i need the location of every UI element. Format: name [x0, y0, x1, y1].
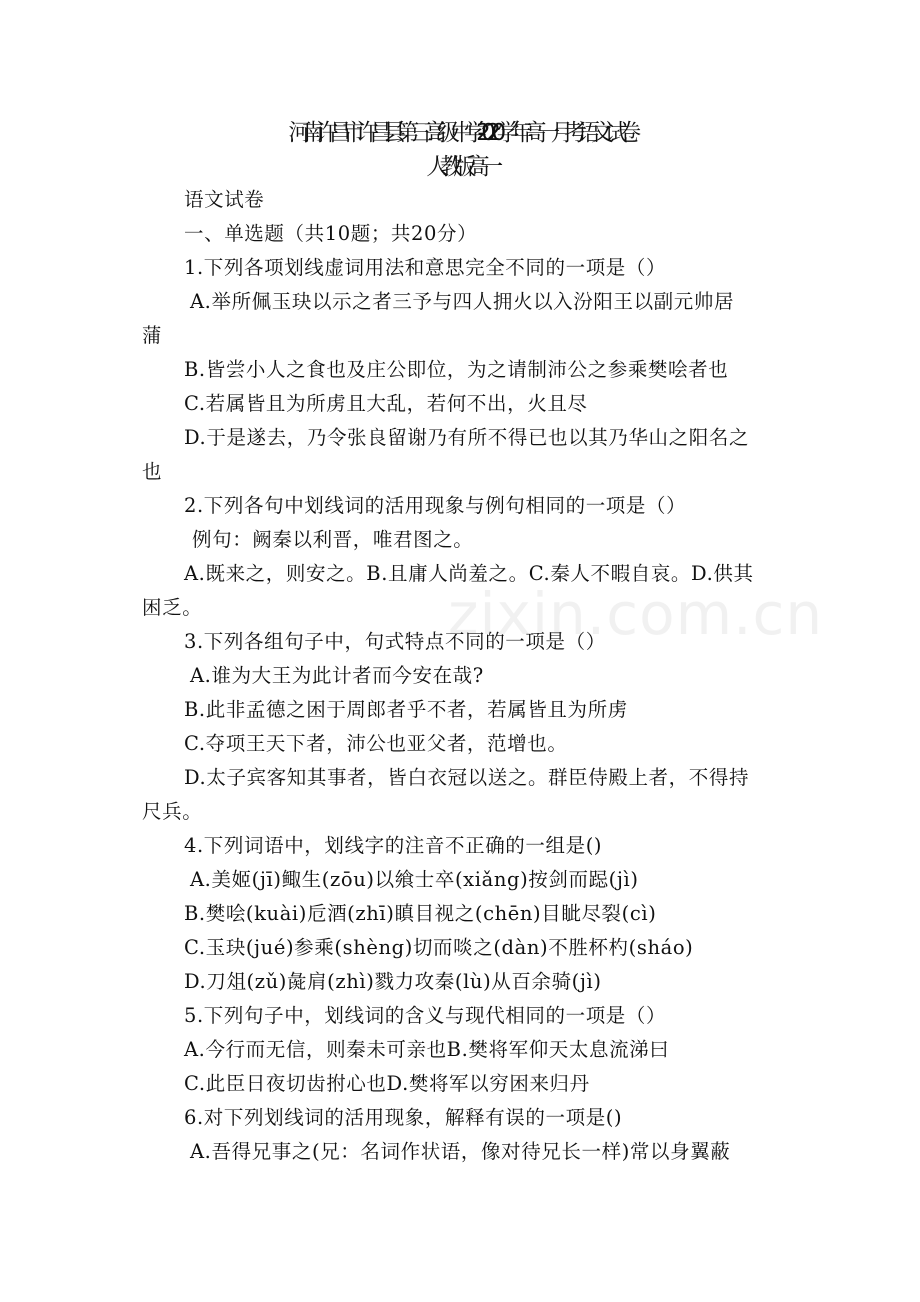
question-6-option-a: A.吾得兄事之(兄：名词作状语，像对待兄长一样)常以身翼蔽: [190, 1140, 731, 1163]
question-5-options-ab: A.今行而无信，则秦未可亲也B.樊将军仰天太息流涕曰: [184, 1038, 670, 1061]
question-1-option-b: B.皆尝小人之食也及庄公即位，为之请制沛公之参乘樊哙者也: [184, 358, 729, 381]
question-6: 6.对下列划线词的活用现象，解释有误的一项是(): [184, 1106, 623, 1129]
question-1-option-c: C.若属皆且为所虏且大乱，若何不出，火且尽: [184, 392, 588, 415]
question-3-option-a: A.谁为大王为此计者而今安在哉?: [190, 664, 484, 687]
question-4-option-b: B.樊哙(kuài)卮酒(zhī)瞋目视之(chēn)目眦尽裂(cì): [184, 902, 657, 925]
question-3-option-d: D.太子宾客知其事者，皆白衣冠以送之。群臣侍殿上者，不得持: [184, 766, 750, 789]
question-2-example: 例句：阙秦以利晋，唯君图之。: [192, 528, 474, 551]
question-2-options-cont: 困乏。: [142, 596, 203, 619]
question-4-option-c: C.玉玦(jué)参乘(shèng)切而啖之(dàn)不胜杯杓(sháo): [184, 936, 694, 959]
question-2: 2.下列各句中划线词的活用现象与例句相同的一项是（）: [184, 494, 687, 517]
text-line: 语文试卷: [184, 188, 265, 211]
question-3-option-d-cont: 尺兵。: [142, 800, 203, 823]
section-heading: 一、单选题（共10题；共20分）: [184, 222, 478, 245]
question-3-option-c: C.夺项王天下者，沛公也亚父者，范增也。: [184, 732, 568, 755]
question-3: 3.下列各组句子中，句式特点不同的一项是（）: [184, 630, 606, 653]
question-5-options-cd: C.此臣日夜切齿拊心也D.樊将军以穷困来归丹: [184, 1072, 590, 1095]
question-3-option-b: B.此非孟德之困于周郎者乎不者，若属皆且为所虏: [184, 698, 628, 721]
question-4-option-d: D.刀俎(zǔ)彘肩(zhì)戮力攻秦(lù)从百余骑(jì): [184, 970, 602, 993]
question-2-options: A.既来之，则安之。B.且庸人尚羞之。C.秦人不暇自哀。D.供其: [184, 562, 754, 585]
question-1: 1.下列各项划线虚词用法和意思完全不同的一项是（）: [184, 256, 667, 279]
watermark: zixin.com.cn: [448, 580, 824, 648]
document-title: 河南许昌市许昌县第三高级中学-2020学年高一月考语文试卷: [288, 120, 632, 146]
question-5: 5.下列句子中，划线词的含义与现代相同的一项是（）: [184, 1004, 667, 1027]
question-1-option-a: A.举所佩玉玦以示之者三予与四人拥火以入汾阳王以副元帅居: [190, 290, 735, 313]
question-1-option-d: D.于是遂去，乃令张良留谢乃有所不得已也以其乃华山之阳名之: [184, 426, 750, 449]
question-1-option-a-cont: 蒲: [142, 324, 163, 347]
question-4: 4.下列词语中，划线字的注音不正确的一组是(): [184, 834, 603, 857]
question-1-option-d-cont: 也: [142, 460, 163, 483]
question-4-option-a: A.美姬(jī)鲰生(zōu)以飨士卒(xiǎng)按剑而跽(jì): [190, 868, 639, 891]
document-subtitle: 人教版高一: [426, 154, 494, 180]
